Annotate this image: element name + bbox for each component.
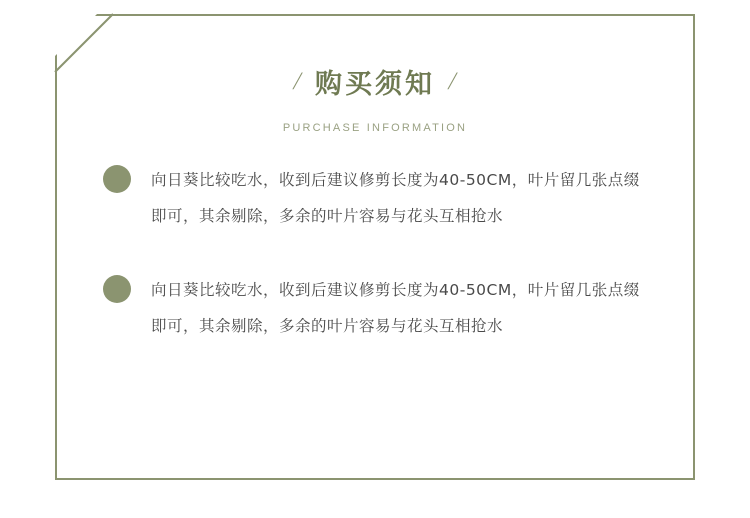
- section-title: [55, 62, 695, 101]
- page-subtitle: PURCHASE INFORMATION: [282, 122, 468, 134]
- bullet-circle-icon: [103, 275, 131, 303]
- information-list: [103, 162, 659, 382]
- slash-left-icon: /: [291, 68, 304, 95]
- list-item: [103, 162, 659, 234]
- slash-right-icon: /: [446, 68, 459, 95]
- bullet-circle-icon: [103, 165, 131, 193]
- list-item-text: 向日葵比较吃水，收到后建议修剪长度为40-50CM，叶片留几张点缀即可，其余剔除，多余的叶片容易与花头互相抢水: [151, 281, 640, 335]
- content-area: [55, 14, 695, 480]
- list-item-text: 向日葵比较吃水，收到后建议修剪长度为40-50CM，叶片留几张点缀即可，其余剔除，多余的叶片容易与花头互相抢水: [151, 171, 640, 225]
- page-title: 购买须知: [315, 69, 435, 100]
- list-item: [103, 272, 659, 344]
